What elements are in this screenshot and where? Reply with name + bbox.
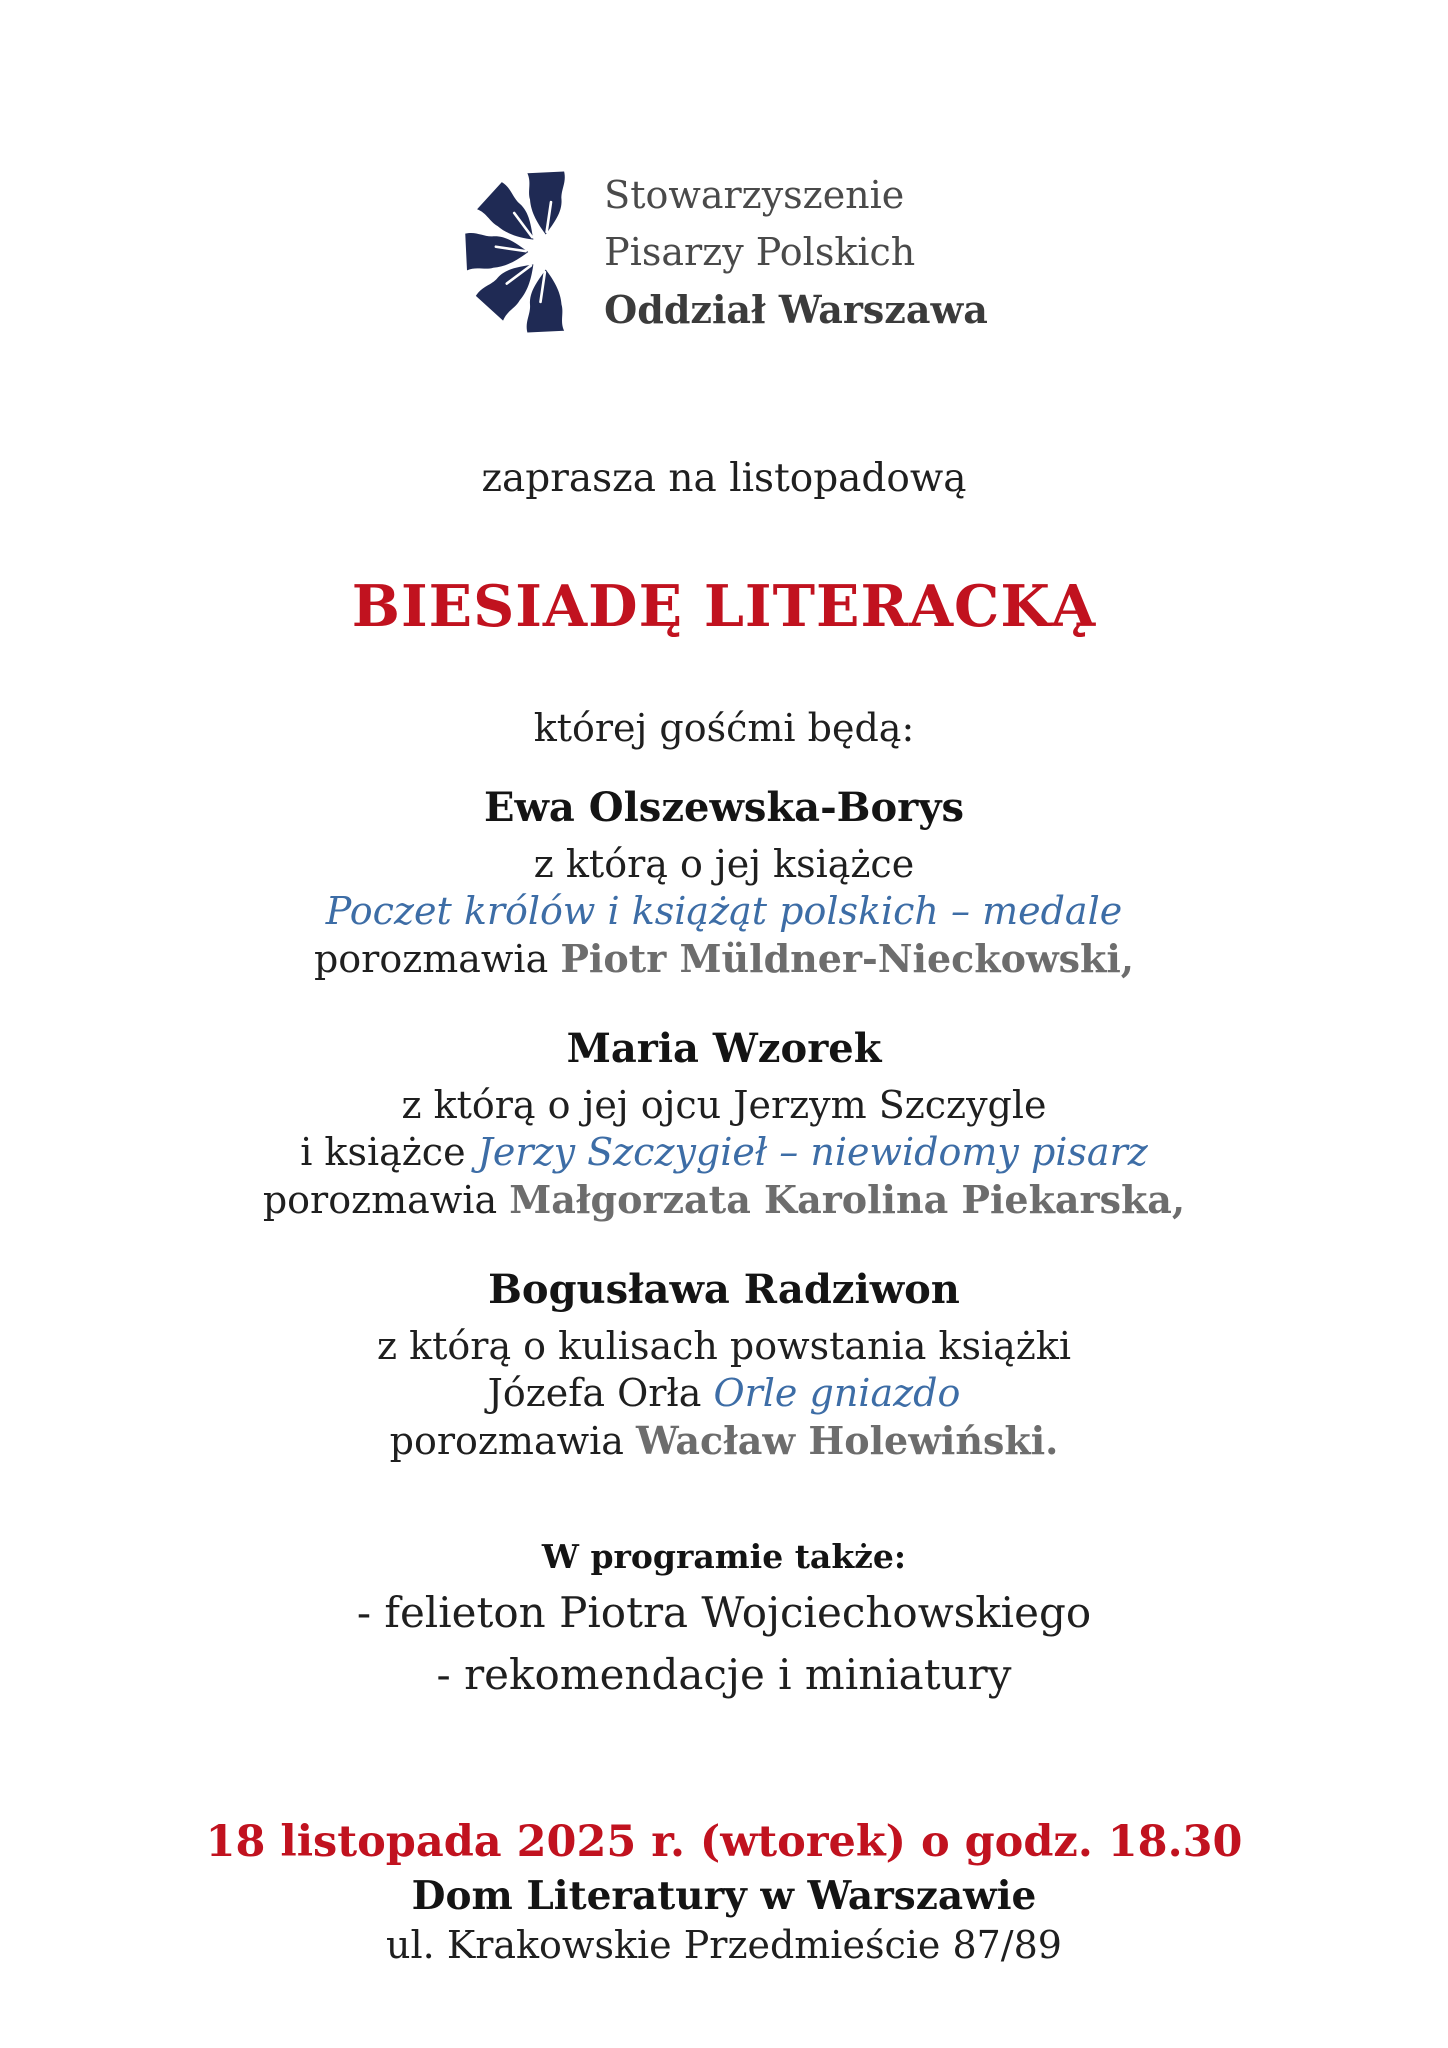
- event-details: [0, 1816, 1448, 1968]
- organization-name: [604, 167, 988, 338]
- program-heading: W programie także:: [541, 1537, 907, 1576]
- moderator-prefix: porozmawia: [313, 937, 561, 981]
- guest-moderator-line: [0, 935, 1448, 983]
- guest-intro-line: z którą o jej książce: [533, 842, 915, 886]
- book-title: Orle gniazdo: [713, 1371, 961, 1415]
- guest-name: Ewa Olszewska-Borys: [484, 784, 964, 831]
- event-address: ul. Krakowskie Przedmieście 87/89: [386, 1923, 1062, 1967]
- program-section: [0, 1537, 1448, 1700]
- guest-block: [0, 1266, 1448, 1465]
- guest-book-line: [0, 888, 1448, 935]
- organization-line3: Oddział Warszawa: [604, 286, 988, 332]
- event-title: BIESIADĘ LITERACKĄ: [351, 573, 1097, 640]
- guest-book-line: [0, 1129, 1448, 1176]
- guest-intro-line: z którą o kulisach powstania książki: [377, 1324, 1071, 1368]
- moderator-name: Piotr Müldner-Nieckowski,: [560, 936, 1135, 981]
- moderator-name: Małgorzata Karolina Piekarska,: [509, 1177, 1186, 1222]
- book-prefix: Józefa Orła: [487, 1371, 714, 1415]
- guests-heading: której gośćmi będą:: [533, 706, 915, 750]
- intro-line: zaprasza na listopadową: [481, 456, 967, 501]
- guest-moderator-line: [0, 1176, 1448, 1224]
- event-venue: Dom Literatury w Warszawie: [411, 1873, 1037, 1919]
- program-item: - rekomendacje i miniatury: [436, 1650, 1012, 1699]
- moderator-name: Wacław Holewiński.: [636, 1418, 1059, 1463]
- pen-nib-star-icon: [460, 166, 572, 338]
- moderator-prefix: porozmawia: [262, 1178, 510, 1222]
- guest-block: [0, 1025, 1448, 1224]
- guest-name: Bogusława Radziwon: [488, 1266, 960, 1313]
- book-title: Jerzy Szczygieł – niewidomy pisarz: [477, 1130, 1148, 1174]
- book-title: Poczet królów i książąt polskich – medale: [325, 889, 1123, 933]
- guest-intro-line: z którą o jej ojcu Jerzym Szczygle: [401, 1083, 1047, 1127]
- guest-moderator-line: [0, 1417, 1448, 1465]
- organization-line2: Pisarzy Polskich: [604, 229, 916, 274]
- program-item: - felieton Piotra Wojciechowskiego: [356, 1588, 1092, 1637]
- guest-name: Maria Wzorek: [566, 1025, 882, 1072]
- logo-block: [0, 0, 1448, 338]
- moderator-prefix: porozmawia: [389, 1419, 637, 1463]
- book-prefix: i książce: [300, 1130, 478, 1174]
- organization-line1: Stowarzyszenie: [604, 172, 905, 217]
- guest-book-line: [0, 1370, 1448, 1417]
- event-datetime: 18 listopada 2025 r. (wtorek) o godz. 18.30: [205, 1817, 1243, 1867]
- guest-block: [0, 784, 1448, 983]
